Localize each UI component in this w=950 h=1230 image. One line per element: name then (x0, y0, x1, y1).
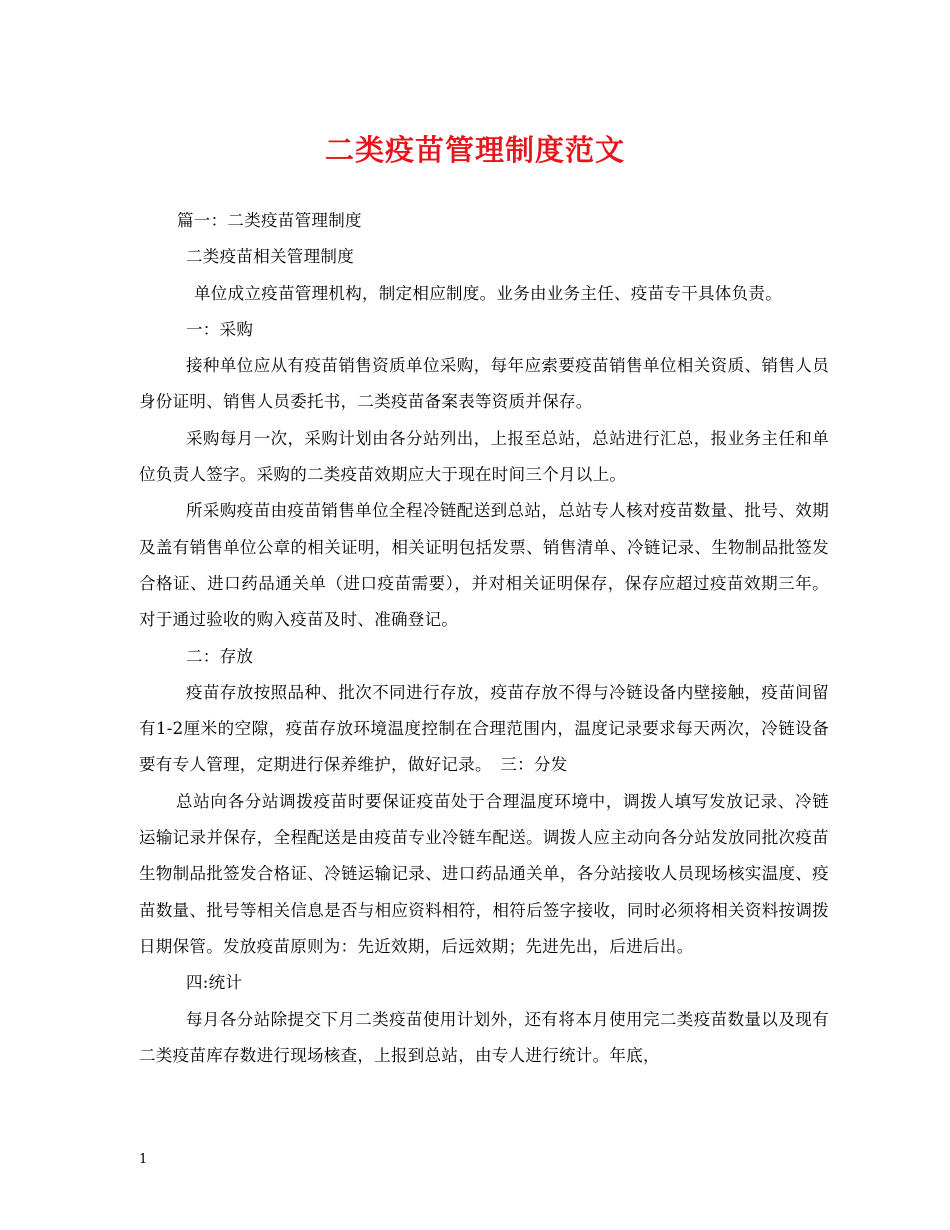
paragraph-procurement-delivery: 所采购疫苗由疫苗销售单位全程冷链配送到总站，总站专人核对疫苗数量、批号、效期及盖有销售单位公章的相关证明，相关证明包括发票、销售清单、冷链记录、生物制品批签发合格证、进口药品通关单（进口疫苗需要），并对相关证明保存，保存应超过疫苗效期三年。对于通过验收的购入疫苗及时、准确登记。 (139, 501, 829, 630)
heading-procurement: 一：采购 (186, 319, 254, 339)
paragraph-statistics: 每月各分站除提交下月二类疫苗使用计划外，还有将本月使用完二类疫苗数量以及现有二类疫苗库存数进行现场核查，上报到总站，由专人进行统计。年底， (139, 1009, 829, 1065)
paragraph-procurement-plan: 采购每月一次，采购计划由各分站列出，上报至总站，总站进行汇总，报业务主任和单位负责人签字。采购的二类疫苗效期应大于现在时间三个月以上。 (139, 428, 829, 485)
subheading-related-rules: 二类疫苗相关管理制度 (186, 247, 354, 267)
page-number: 1 (139, 1152, 148, 1167)
paragraph-distribution: 总站向各分站调拨疫苗时要保证疫苗处于合理温度环境中，调拨人填写发放记录、冷链运输记录并保存，全程配送是由疫苗专业冷链车配送。调拨人应主动向各分站发放同批次疫苗生物制品批签发合格证、冷链运输记录、进口药品通关单，各分站接收人员现场核实温度、疫苗数量、批号等相关信息是否与相应资料相符，相符后签字接收，同时必须将相关资料按调拨日期保管。发放疫苗原则为：先近效期，后远效期；先进先出，后进后出。 (139, 791, 829, 956)
paragraph-organization: 单位成立疫苗管理机构，制定相应制度。业务由业务主任、疫苗专干具体负责。 (194, 283, 782, 303)
heading-statistics: 四:统计 (186, 973, 243, 993)
document-body (139, 203, 829, 1074)
paragraph-procurement-qualification: 接种单位应从有疫苗销售资质单位采购，每年应索要疫苗销售单位相关资质、销售人员身份证明、销售人员委托书，二类疫苗备案表等资质并保存。 (139, 356, 829, 412)
heading-storage: 二：存放 (186, 646, 254, 666)
paragraph-storage: 疫苗存放按照品种、批次不同进行存放，疫苗存放不得与冷链设备内壁接触，疫苗间留有1-2厘米的空隙，疫苗存放环境温度控制在合理范围内，温度记录要求每天两次，冷链设备要有专人管理，定期进行保养维护，做好记录。 三：分发 (139, 682, 829, 775)
document-title: 二类疫苗管理制度范文 (324, 133, 625, 167)
section-heading-part1: 篇一：二类疫苗管理制度 (177, 211, 362, 230)
